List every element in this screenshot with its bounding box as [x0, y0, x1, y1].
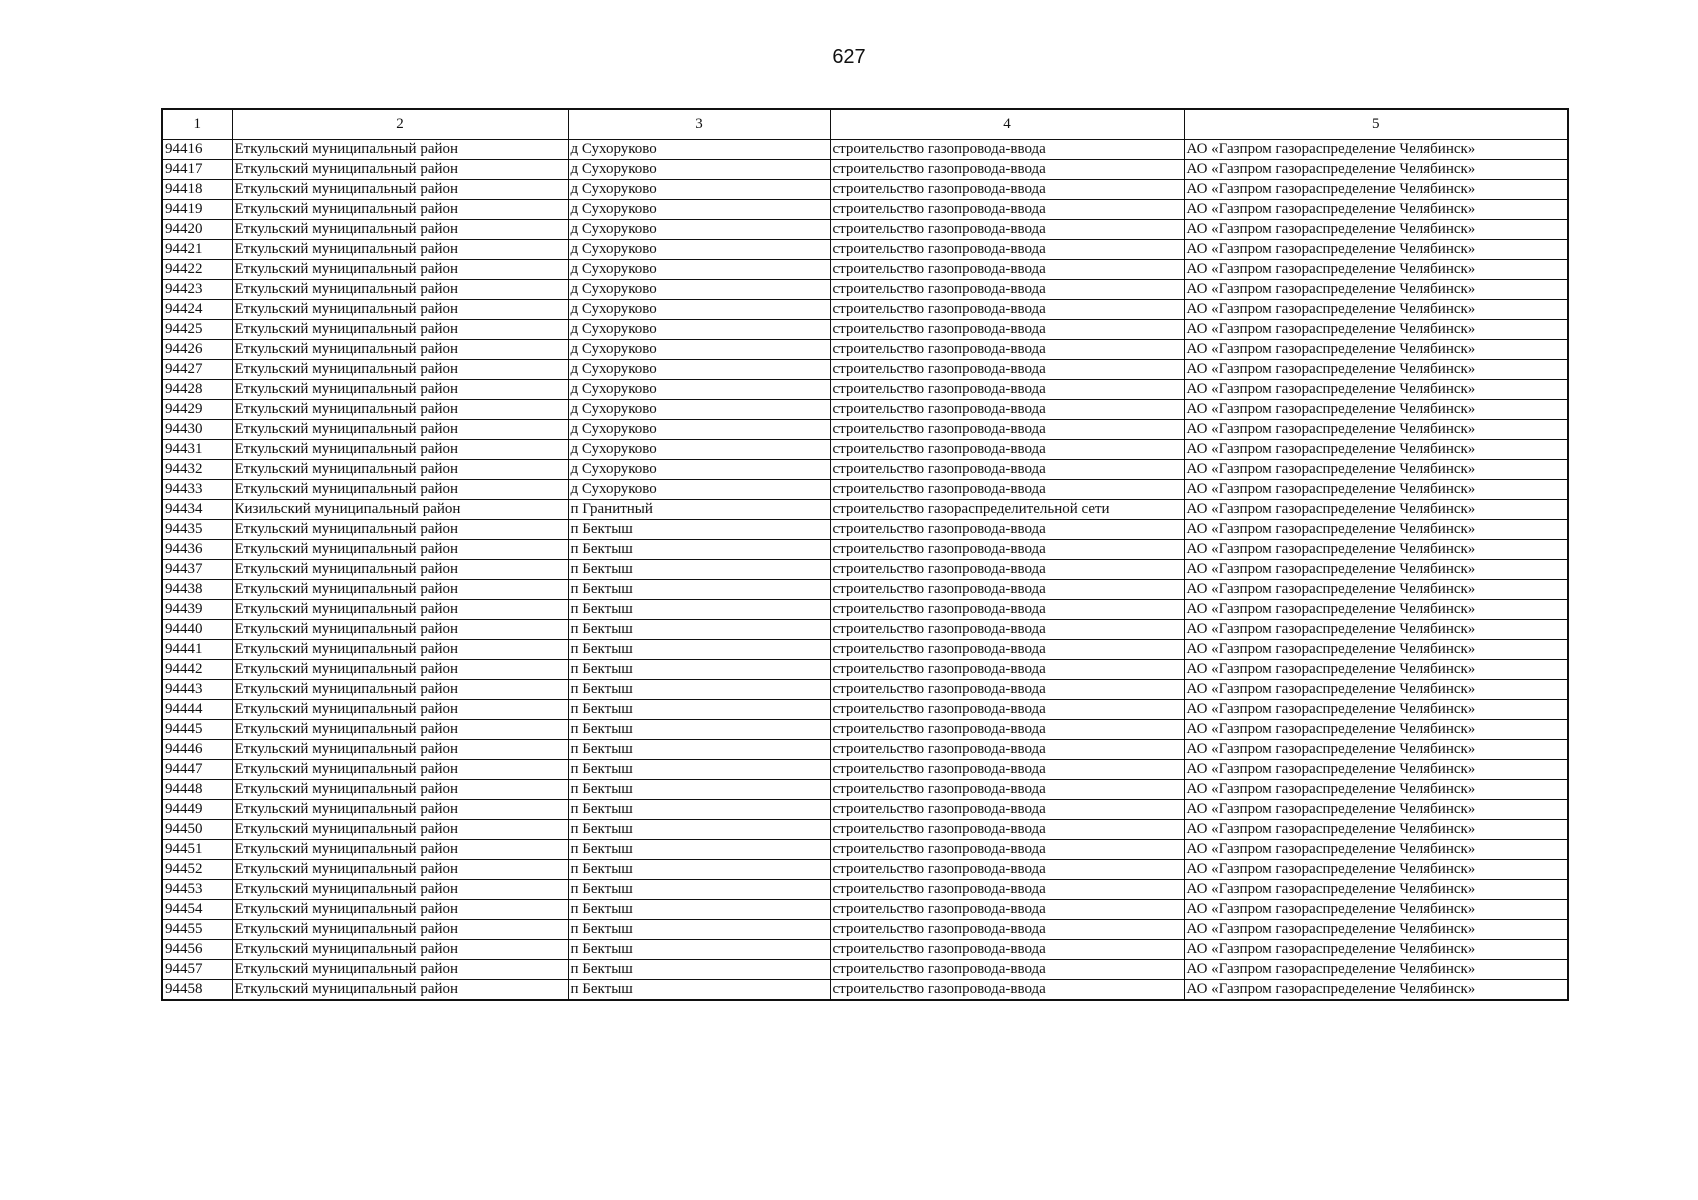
table-header [162, 109, 1568, 140]
row-number-cell: 94424 [162, 300, 232, 320]
district-cell: Еткульский муниципальный район [232, 620, 568, 640]
district-cell: Еткульский муниципальный район [232, 800, 568, 820]
row-number-cell: 94422 [162, 260, 232, 280]
organization-cell: АО «Газпром газораспределение Челябинск» [1184, 740, 1568, 760]
work-type-cell: строительство газопровода-ввода [830, 400, 1184, 420]
work-type-cell: строительство газопровода-ввода [830, 820, 1184, 840]
table-row [162, 580, 1568, 600]
settlement-cell: п Бектыш [568, 580, 830, 600]
district-cell: Еткульский муниципальный район [232, 180, 568, 200]
table-row [162, 420, 1568, 440]
row-number-cell: 94446 [162, 740, 232, 760]
work-type-cell: строительство газопровода-ввода [830, 700, 1184, 720]
settlement-cell: д Сухоруково [568, 300, 830, 320]
district-cell: Еткульский муниципальный район [232, 380, 568, 400]
settlement-cell: п Бектыш [568, 960, 830, 980]
settlement-cell: п Бектыш [568, 640, 830, 660]
table-row [162, 520, 1568, 540]
row-number-cell: 94444 [162, 700, 232, 720]
table-row [162, 180, 1568, 200]
row-number-cell: 94416 [162, 140, 232, 160]
organization-cell: АО «Газпром газораспределение Челябинск» [1184, 800, 1568, 820]
district-cell: Еткульский муниципальный район [232, 540, 568, 560]
settlement-cell: д Сухоруково [568, 260, 830, 280]
work-type-cell: строительство газопровода-ввода [830, 340, 1184, 360]
row-number-cell: 94434 [162, 500, 232, 520]
district-cell: Еткульский муниципальный район [232, 440, 568, 460]
work-type-cell: строительство газопровода-ввода [830, 800, 1184, 820]
work-type-cell: строительство газопровода-ввода [830, 360, 1184, 380]
work-type-cell: строительство газопровода-ввода [830, 440, 1184, 460]
table-row [162, 380, 1568, 400]
settlement-cell: д Сухоруково [568, 160, 830, 180]
work-type-cell: строительство газопровода-ввода [830, 660, 1184, 680]
organization-cell: АО «Газпром газораспределение Челябинск» [1184, 280, 1568, 300]
organization-cell: АО «Газпром газораспределение Челябинск» [1184, 260, 1568, 280]
row-number-cell: 94454 [162, 900, 232, 920]
district-cell: Еткульский муниципальный район [232, 520, 568, 540]
work-type-cell: строительство газопровода-ввода [830, 220, 1184, 240]
work-type-cell: строительство газопровода-ввода [830, 620, 1184, 640]
header-cell-col-4: 4 [830, 109, 1184, 140]
table-row [162, 820, 1568, 840]
table-row [162, 940, 1568, 960]
row-number-cell: 94456 [162, 940, 232, 960]
organization-cell: АО «Газпром газораспределение Челябинск» [1184, 640, 1568, 660]
table-row [162, 240, 1568, 260]
organization-cell: АО «Газпром газораспределение Челябинск» [1184, 500, 1568, 520]
organization-cell: АО «Газпром газораспределение Челябинск» [1184, 920, 1568, 940]
organization-cell: АО «Газпром газораспределение Челябинск» [1184, 460, 1568, 480]
table-row [162, 340, 1568, 360]
row-number-cell: 94452 [162, 860, 232, 880]
district-cell: Еткульский муниципальный район [232, 700, 568, 720]
settlement-cell: п Бектыш [568, 700, 830, 720]
organization-cell: АО «Газпром газораспределение Челябинск» [1184, 380, 1568, 400]
table-row [162, 980, 1568, 1001]
settlement-cell: д Сухоруково [568, 200, 830, 220]
settlement-cell: п Бектыш [568, 600, 830, 620]
table-row [162, 660, 1568, 680]
settlement-cell: д Сухоруково [568, 380, 830, 400]
settlement-cell: п Бектыш [568, 560, 830, 580]
district-cell: Еткульский муниципальный район [232, 260, 568, 280]
organization-cell: АО «Газпром газораспределение Челябинск» [1184, 720, 1568, 740]
table-row [162, 800, 1568, 820]
work-type-cell: строительство газопровода-ввода [830, 540, 1184, 560]
header-cell-col-2: 2 [232, 109, 568, 140]
table-row [162, 260, 1568, 280]
settlement-cell: д Сухоруково [568, 360, 830, 380]
district-cell: Еткульский муниципальный район [232, 820, 568, 840]
district-cell: Еткульский муниципальный район [232, 640, 568, 660]
table-row [162, 500, 1568, 520]
organization-cell: АО «Газпром газораспределение Челябинск» [1184, 440, 1568, 460]
organization-cell: АО «Газпром газораспределение Челябинск» [1184, 700, 1568, 720]
row-number-cell: 94435 [162, 520, 232, 540]
organization-cell: АО «Газпром газораспределение Челябинск» [1184, 980, 1568, 1001]
district-cell: Еткульский муниципальный район [232, 600, 568, 620]
organization-cell: АО «Газпром газораспределение Челябинск» [1184, 180, 1568, 200]
organization-cell: АО «Газпром газораспределение Челябинск» [1184, 880, 1568, 900]
settlement-cell: п Бектыш [568, 900, 830, 920]
organization-cell: АО «Газпром газораспределение Челябинск» [1184, 200, 1568, 220]
table-row [162, 440, 1568, 460]
organization-cell: АО «Газпром газораспределение Челябинск» [1184, 520, 1568, 540]
work-type-cell: строительство газораспределительной сети [830, 500, 1184, 520]
table-row [162, 960, 1568, 980]
settlement-cell: д Сухоруково [568, 280, 830, 300]
row-number-cell: 94451 [162, 840, 232, 860]
settlement-cell: п Бектыш [568, 860, 830, 880]
table-row [162, 680, 1568, 700]
row-number-cell: 94421 [162, 240, 232, 260]
organization-cell: АО «Газпром газораспределение Челябинск» [1184, 940, 1568, 960]
row-number-cell: 94419 [162, 200, 232, 220]
settlement-cell: п Бектыш [568, 820, 830, 840]
settlement-cell: д Сухоруково [568, 460, 830, 480]
settlement-cell: п Гранитный [568, 500, 830, 520]
work-type-cell: строительство газопровода-ввода [830, 680, 1184, 700]
district-cell: Еткульский муниципальный район [232, 660, 568, 680]
page-number-text: 627 [832, 46, 866, 68]
settlement-cell: д Сухоруково [568, 420, 830, 440]
row-number-cell: 94442 [162, 660, 232, 680]
work-type-cell: строительство газопровода-ввода [830, 600, 1184, 620]
row-number-cell: 94427 [162, 360, 232, 380]
row-number-cell: 94458 [162, 980, 232, 1001]
district-cell: Еткульский муниципальный район [232, 140, 568, 160]
header-cell-col-3: 3 [568, 109, 830, 140]
row-number-cell: 94431 [162, 440, 232, 460]
row-number-cell: 94425 [162, 320, 232, 340]
district-cell: Еткульский муниципальный район [232, 980, 568, 1001]
row-number-cell: 94438 [162, 580, 232, 600]
settlement-cell: п Бектыш [568, 620, 830, 640]
work-type-cell: строительство газопровода-ввода [830, 240, 1184, 260]
work-type-cell: строительство газопровода-ввода [830, 320, 1184, 340]
table-row [162, 320, 1568, 340]
organization-cell: АО «Газпром газораспределение Челябинск» [1184, 680, 1568, 700]
settlement-cell: п Бектыш [568, 540, 830, 560]
settlement-cell: п Бектыш [568, 520, 830, 540]
organization-cell: АО «Газпром газораспределение Челябинск» [1184, 620, 1568, 640]
row-number-cell: 94453 [162, 880, 232, 900]
row-number-cell: 94428 [162, 380, 232, 400]
organization-cell: АО «Газпром газораспределение Челябинск» [1184, 760, 1568, 780]
work-type-cell: строительство газопровода-ввода [830, 980, 1184, 1001]
work-type-cell: строительство газопровода-ввода [830, 560, 1184, 580]
work-type-cell: строительство газопровода-ввода [830, 200, 1184, 220]
work-type-cell: строительство газопровода-ввода [830, 940, 1184, 960]
district-cell: Еткульский муниципальный район [232, 840, 568, 860]
organization-cell: АО «Газпром газораспределение Челябинск» [1184, 480, 1568, 500]
row-number-cell: 94455 [162, 920, 232, 940]
row-number-cell: 94448 [162, 780, 232, 800]
row-number-cell: 94439 [162, 600, 232, 620]
district-cell: Еткульский муниципальный район [232, 460, 568, 480]
row-number-cell: 94418 [162, 180, 232, 200]
settlement-cell: д Сухоруково [568, 440, 830, 460]
work-type-cell: строительство газопровода-ввода [830, 260, 1184, 280]
table-row [162, 740, 1568, 760]
table-row [162, 480, 1568, 500]
work-type-cell: строительство газопровода-ввода [830, 480, 1184, 500]
work-type-cell: строительство газопровода-ввода [830, 960, 1184, 980]
district-cell: Еткульский муниципальный район [232, 220, 568, 240]
settlement-cell: д Сухоруково [568, 180, 830, 200]
header-cell-col-5: 5 [1184, 109, 1568, 140]
table-row [162, 860, 1568, 880]
work-type-cell: строительство газопровода-ввода [830, 520, 1184, 540]
organization-cell: АО «Газпром газораспределение Челябинск» [1184, 220, 1568, 240]
settlement-cell: п Бектыш [568, 740, 830, 760]
row-number-cell: 94445 [162, 720, 232, 740]
organization-cell: АО «Газпром газораспределение Челябинск» [1184, 300, 1568, 320]
settlement-cell: д Сухоруково [568, 340, 830, 360]
table-row [162, 900, 1568, 920]
row-number-cell: 94441 [162, 640, 232, 660]
settlement-cell: п Бектыш [568, 780, 830, 800]
settlement-cell: д Сухоруково [568, 400, 830, 420]
district-cell: Еткульский муниципальный район [232, 560, 568, 580]
district-cell: Еткульский муниципальный район [232, 760, 568, 780]
district-cell: Еткульский муниципальный район [232, 740, 568, 760]
work-type-cell: строительство газопровода-ввода [830, 460, 1184, 480]
work-type-cell: строительство газопровода-ввода [830, 840, 1184, 860]
settlement-cell: д Сухоруково [568, 480, 830, 500]
district-cell: Еткульский муниципальный район [232, 860, 568, 880]
table-row [162, 880, 1568, 900]
row-number-cell: 94447 [162, 760, 232, 780]
settlement-cell: д Сухоруково [568, 320, 830, 340]
district-cell: Еткульский муниципальный район [232, 420, 568, 440]
organization-cell: АО «Газпром газораспределение Челябинск» [1184, 240, 1568, 260]
table-row [162, 300, 1568, 320]
district-cell: Еткульский муниципальный район [232, 960, 568, 980]
district-cell: Еткульский муниципальный район [232, 780, 568, 800]
work-type-cell: строительство газопровода-ввода [830, 760, 1184, 780]
table-row [162, 160, 1568, 180]
header-row [162, 109, 1568, 140]
row-number-cell: 94420 [162, 220, 232, 240]
row-number-cell: 94440 [162, 620, 232, 640]
row-number-cell: 94450 [162, 820, 232, 840]
table-row [162, 460, 1568, 480]
work-type-cell: строительство газопровода-ввода [830, 160, 1184, 180]
table-row [162, 360, 1568, 380]
organization-cell: АО «Газпром газораспределение Челябинск» [1184, 860, 1568, 880]
work-type-cell: строительство газопровода-ввода [830, 860, 1184, 880]
organization-cell: АО «Газпром газораспределение Челябинск» [1184, 540, 1568, 560]
district-cell: Еткульский муниципальный район [232, 880, 568, 900]
row-number-cell: 94457 [162, 960, 232, 980]
row-number-cell: 94433 [162, 480, 232, 500]
organization-cell: АО «Газпром газораспределение Челябинск» [1184, 140, 1568, 160]
table-row [162, 640, 1568, 660]
work-type-cell: строительство газопровода-ввода [830, 920, 1184, 940]
registry-table [161, 108, 1569, 1001]
organization-cell: АО «Газпром газораспределение Челябинск» [1184, 580, 1568, 600]
settlement-cell: д Сухоруково [568, 140, 830, 160]
work-type-cell: строительство газопровода-ввода [830, 300, 1184, 320]
settlement-cell: п Бектыш [568, 680, 830, 700]
organization-cell: АО «Газпром газораспределение Челябинск» [1184, 600, 1568, 620]
settlement-cell: п Бектыш [568, 840, 830, 860]
organization-cell: АО «Газпром газораспределение Челябинск» [1184, 780, 1568, 800]
work-type-cell: строительство газопровода-ввода [830, 580, 1184, 600]
settlement-cell: п Бектыш [568, 720, 830, 740]
district-cell: Еткульский муниципальный район [232, 900, 568, 920]
work-type-cell: строительство газопровода-ввода [830, 420, 1184, 440]
work-type-cell: строительство газопровода-ввода [830, 880, 1184, 900]
work-type-cell: строительство газопровода-ввода [830, 640, 1184, 660]
table-row [162, 400, 1568, 420]
district-cell: Еткульский муниципальный район [232, 300, 568, 320]
work-type-cell: строительство газопровода-ввода [830, 280, 1184, 300]
table-row [162, 540, 1568, 560]
row-number-cell: 94437 [162, 560, 232, 580]
organization-cell: АО «Газпром газораспределение Челябинск» [1184, 420, 1568, 440]
district-cell: Еткульский муниципальный район [232, 680, 568, 700]
district-cell: Еткульский муниципальный район [232, 940, 568, 960]
row-number-cell: 94449 [162, 800, 232, 820]
organization-cell: АО «Газпром газораспределение Челябинск» [1184, 900, 1568, 920]
header-cell-col-1: 1 [162, 109, 232, 140]
work-type-cell: строительство газопровода-ввода [830, 140, 1184, 160]
district-cell: Еткульский муниципальный район [232, 400, 568, 420]
table-row [162, 280, 1568, 300]
organization-cell: АО «Газпром газораспределение Челябинск» [1184, 340, 1568, 360]
table-row [162, 720, 1568, 740]
work-type-cell: строительство газопровода-ввода [830, 720, 1184, 740]
table-row [162, 600, 1568, 620]
table-row [162, 620, 1568, 640]
row-number-cell: 94423 [162, 280, 232, 300]
settlement-cell: д Сухоруково [568, 240, 830, 260]
table-row [162, 560, 1568, 580]
district-cell: Кизильский муниципальный район [232, 500, 568, 520]
organization-cell: АО «Газпром газораспределение Челябинск» [1184, 320, 1568, 340]
page-number [0, 46, 1698, 69]
work-type-cell: строительство газопровода-ввода [830, 740, 1184, 760]
organization-cell: АО «Газпром газораспределение Челябинск» [1184, 360, 1568, 380]
work-type-cell: строительство газопровода-ввода [830, 900, 1184, 920]
settlement-cell: п Бектыш [568, 880, 830, 900]
district-cell: Еткульский муниципальный район [232, 720, 568, 740]
work-type-cell: строительство газопровода-ввода [830, 780, 1184, 800]
organization-cell: АО «Газпром газораспределение Челябинск» [1184, 840, 1568, 860]
organization-cell: АО «Газпром газораспределение Челябинск» [1184, 400, 1568, 420]
district-cell: Еткульский муниципальный район [232, 200, 568, 220]
district-cell: Еткульский муниципальный район [232, 340, 568, 360]
row-number-cell: 94426 [162, 340, 232, 360]
table-row [162, 780, 1568, 800]
table-row [162, 220, 1568, 240]
district-cell: Еткульский муниципальный район [232, 360, 568, 380]
district-cell: Еткульский муниципальный район [232, 580, 568, 600]
row-number-cell: 94430 [162, 420, 232, 440]
settlement-cell: п Бектыш [568, 800, 830, 820]
organization-cell: АО «Газпром газораспределение Челябинск» [1184, 960, 1568, 980]
row-number-cell: 94443 [162, 680, 232, 700]
district-cell: Еткульский муниципальный район [232, 480, 568, 500]
settlement-cell: п Бектыш [568, 760, 830, 780]
work-type-cell: строительство газопровода-ввода [830, 380, 1184, 400]
settlement-cell: д Сухоруково [568, 220, 830, 240]
table-row [162, 840, 1568, 860]
organization-cell: АО «Газпром газораспределение Челябинск» [1184, 560, 1568, 580]
table-row [162, 920, 1568, 940]
table-body [162, 140, 1568, 1001]
organization-cell: АО «Газпром газораспределение Челябинск» [1184, 820, 1568, 840]
settlement-cell: п Бектыш [568, 940, 830, 960]
district-cell: Еткульский муниципальный район [232, 920, 568, 940]
table-row [162, 140, 1568, 160]
district-cell: Еткульский муниципальный район [232, 240, 568, 260]
settlement-cell: п Бектыш [568, 660, 830, 680]
row-number-cell: 94432 [162, 460, 232, 480]
organization-cell: АО «Газпром газораспределение Челябинск» [1184, 660, 1568, 680]
district-cell: Еткульский муниципальный район [232, 160, 568, 180]
organization-cell: АО «Газпром газораспределение Челябинск» [1184, 160, 1568, 180]
district-cell: Еткульский муниципальный район [232, 320, 568, 340]
district-cell: Еткульский муниципальный район [232, 280, 568, 300]
table-row [162, 760, 1568, 780]
settlement-cell: п Бектыш [568, 980, 830, 1001]
settlement-cell: п Бектыш [568, 920, 830, 940]
table-row [162, 700, 1568, 720]
row-number-cell: 94417 [162, 160, 232, 180]
table-row [162, 200, 1568, 220]
row-number-cell: 94429 [162, 400, 232, 420]
row-number-cell: 94436 [162, 540, 232, 560]
work-type-cell: строительство газопровода-ввода [830, 180, 1184, 200]
